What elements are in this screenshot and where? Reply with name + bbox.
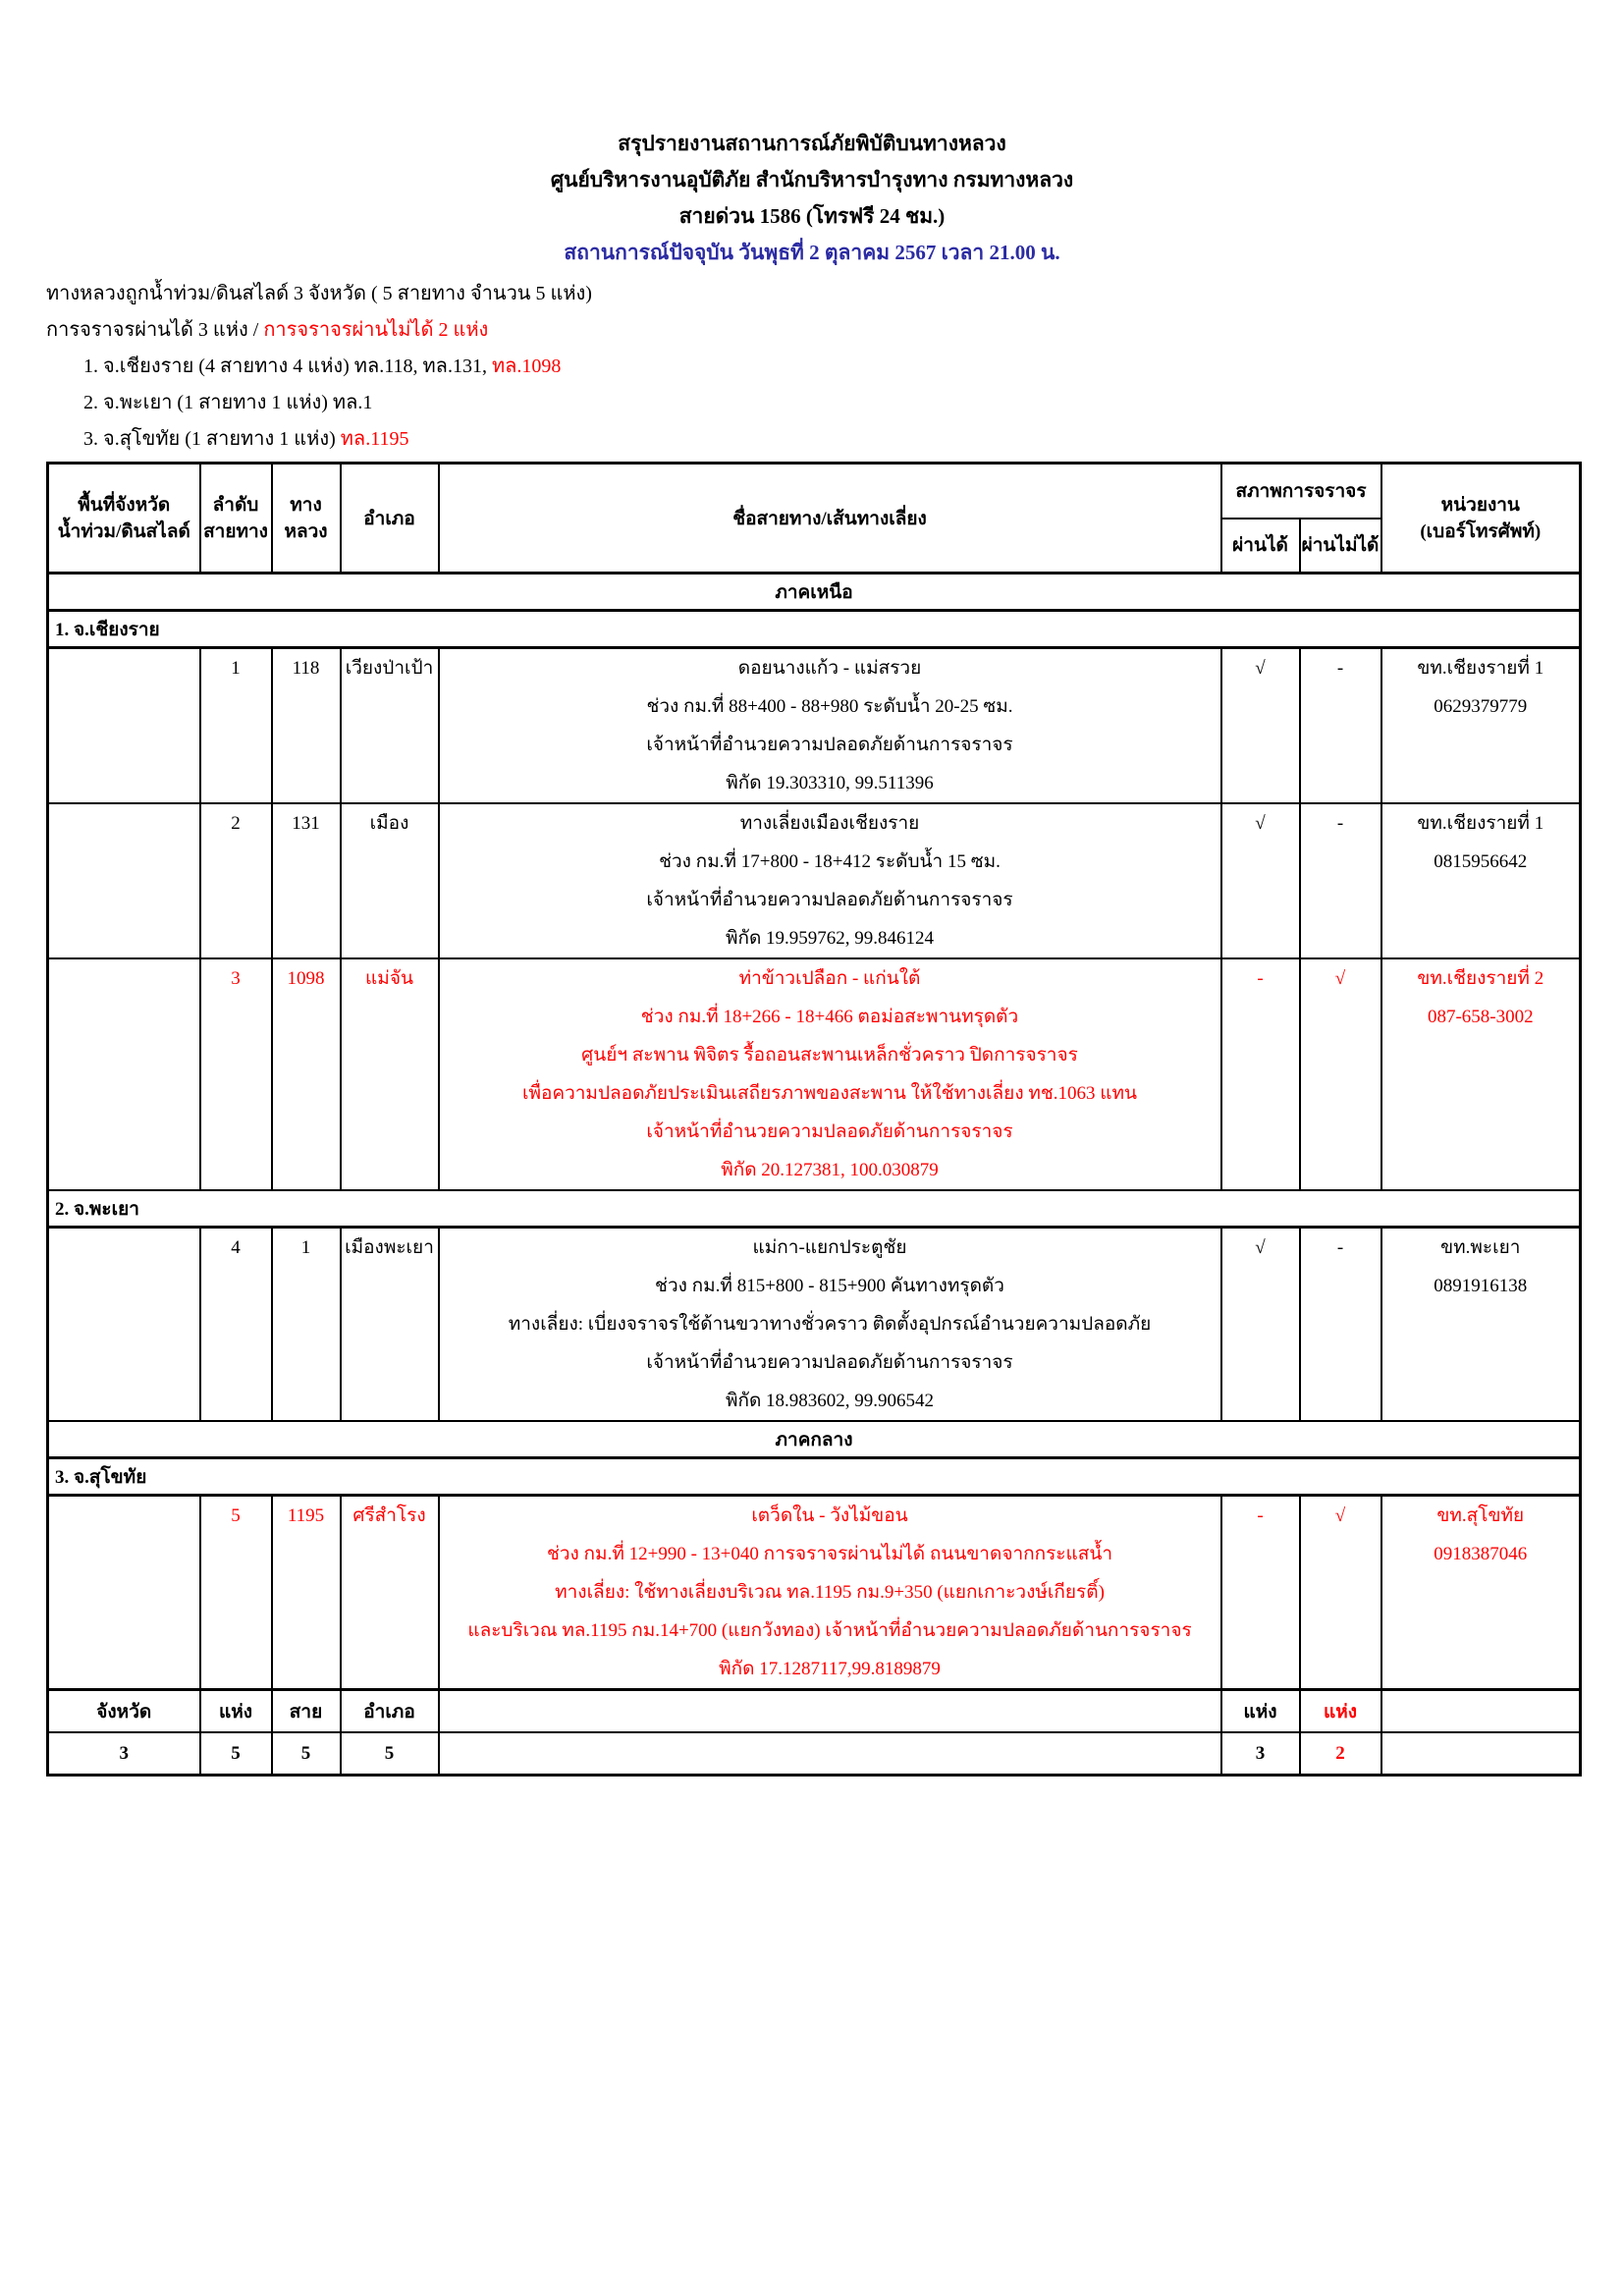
summary-label-pass: แห่ง [1221, 1690, 1300, 1733]
province-label-sukhothai: 3. จ.สุโขทัย [48, 1458, 1581, 1496]
agency-name: ขท.เชียงรายที่ 1 [1417, 813, 1544, 834]
summary-label-province: จังหวัด [48, 1690, 200, 1733]
summary-label-places: แห่ง [200, 1690, 272, 1733]
desc-line: เจ้าหน้าที่อำนวยความปลอดภัยด้านการจราจร [646, 1352, 1013, 1373]
header-seq [200, 464, 272, 574]
report-date-line: สถานการณ์ปัจจุบัน วันพุธที่ 2 ตุลาคม 2567 เวลา 21.00 น. [564, 241, 1060, 264]
agency-name: ขท.พะเยา [1440, 1237, 1521, 1258]
report-title-block [0, 0, 1624, 271]
cell-district: เมืองพะเยา [341, 1228, 439, 1422]
cell-agency [1381, 1496, 1581, 1690]
province-row-chiangrai [48, 611, 1581, 648]
desc-line: เจ้าหน้าที่อำนวยความปลอดภัยด้านการจราจร [646, 890, 1013, 910]
cell-agency [1381, 958, 1581, 1190]
cell-passable-mark: √ [1221, 803, 1300, 958]
cell-not-passable-mark: √ [1300, 958, 1381, 1190]
table-header-row-1 [48, 464, 1581, 519]
desc-line: ศูนย์ฯ สะพาน พิจิตร รื้อถอนสะพานเหล็กชั่วคราว ปิดการจราจร [581, 1045, 1078, 1066]
intro-item-1-red: ทล.1098 [491, 355, 562, 377]
cell-district: เมือง [341, 803, 439, 958]
header-route-line2: หลวง [284, 520, 328, 542]
cell-seq: 5 [200, 1496, 272, 1690]
cell-passable-mark: - [1221, 1496, 1300, 1690]
desc-line: ท่าข้าวเปลือก - แก่นใต้ [738, 968, 921, 989]
province-label-phayao: 2. จ.พะเยา [48, 1190, 1581, 1228]
cell-not-passable-mark: - [1300, 648, 1381, 804]
highway-incident-table [46, 462, 1582, 1777]
desc-line: เจ้าหน้าที่อำนวยความปลอดภัยด้านการจราจร [646, 735, 1013, 755]
desc-line: พิกัด 17.1287117,99.8189879 [719, 1659, 941, 1679]
header-agency [1381, 464, 1581, 574]
cell-agency [1381, 648, 1581, 804]
intro-item-2-text: 2. จ.พะเยา (1 สายทาง 1 แห่ง) ทล.1 [83, 392, 373, 413]
summary-value-pass: 3 [1221, 1732, 1300, 1776]
province-row-phayao [48, 1190, 1581, 1228]
cell-not-passable-mark: √ [1300, 1496, 1381, 1690]
cell-description [439, 648, 1221, 804]
desc-line: ทางเลี่ยง: ใช้ทางเลี่ยงบริเวณ ทล.1195 กม.9+350 (แยกเกาะวงษ์เกียรติ์) [555, 1582, 1105, 1603]
header-seq-line2: สายทาง [203, 520, 268, 542]
cell-description [439, 803, 1221, 958]
cell-seq: 2 [200, 803, 272, 958]
desc-line: พิกัด 18.983602, 99.906542 [725, 1391, 935, 1411]
desc-line: ดอยนางแก้ว - แม่สรวย [737, 658, 922, 679]
intro-item-1-text: 1. จ.เชียงราย (4 สายทาง 4 แห่ง) ทล.118, ทล.131, [83, 355, 492, 377]
report-title-line2: ศูนย์บริหารงานอุบัติภัย สำนักบริหารบำรุงทาง กรมทางหลวง [550, 168, 1074, 191]
cell-description [439, 1496, 1221, 1690]
header-route-name: ชื่อสายทาง/เส้นทางเลี่ยง [439, 464, 1221, 574]
cell-passable-mark: - [1221, 958, 1300, 1190]
intro-item-2 [83, 385, 1624, 421]
desc-line: เตว็ดใน - วังไม้ขอน [751, 1505, 908, 1526]
desc-line: พิกัด 19.303310, 99.511396 [726, 773, 934, 793]
report-title-line1: สรุปรายงานสถานการณ์ภัยพิบัติบนทางหลวง [618, 132, 1006, 155]
header-not-passable: ผ่านไม่ได้ [1300, 519, 1381, 574]
cell-not-passable-mark: - [1300, 803, 1381, 958]
cell-seq: 3 [200, 958, 272, 1190]
cell-route-no: 1195 [272, 1496, 341, 1690]
summary-value-lines: 5 [272, 1732, 341, 1776]
cell-agency [1381, 803, 1581, 958]
table-row-closed [48, 1496, 1581, 1690]
cell-passable-mark: √ [1221, 1228, 1300, 1422]
cell-not-passable-mark: - [1300, 1228, 1381, 1422]
agency-name: ขท.เชียงรายที่ 1 [1417, 658, 1544, 679]
desc-line: ช่วง กม.ที่ 18+266 - 18+466 ตอม่อสะพานทรุดตัว [640, 1007, 1019, 1027]
summary-label-nopass: แห่ง [1300, 1690, 1381, 1733]
header-agency-line1: หน่วยงาน [1440, 494, 1520, 516]
region-row-north [48, 574, 1581, 611]
desc-line: ช่วง กม.ที่ 88+400 - 88+980 ระดับน้ำ 20-25 ซม. [646, 696, 1013, 717]
summary-value-row [48, 1732, 1581, 1776]
desc-line: เจ้าหน้าที่อำนวยความปลอดภัยด้านการจราจร [646, 1121, 1013, 1142]
summary-value-district: 5 [341, 1732, 439, 1776]
header-area [48, 464, 200, 574]
intro-item-1 [83, 349, 1624, 385]
summary-label-row [48, 1690, 1581, 1733]
desc-line: พิกัด 20.127381, 100.030879 [721, 1160, 939, 1180]
header-traffic: สภาพการจราจร [1221, 464, 1381, 519]
header-area-line1: พื้นที่จังหวัด [78, 494, 171, 516]
agency-phone: 0815956642 [1434, 851, 1528, 872]
cell-area-blank [48, 648, 200, 804]
cell-seq: 4 [200, 1228, 272, 1422]
desc-line: เพื่อความปลอดภัยประเมินเสถียรภาพของสะพาน ให้ใช้ทางเลี่ยง ทช.1063 แทน [521, 1083, 1138, 1104]
region-label-north: ภาคเหนือ [48, 574, 1581, 611]
intro-traffic-nopass: การจราจรผ่านไม่ได้ 2 แห่ง [263, 319, 489, 341]
cell-district: ศรีสำโรง [341, 1496, 439, 1690]
summary-value-blank-end [1381, 1732, 1581, 1776]
desc-line: แม่กา-แยกประตูชัย [752, 1237, 907, 1258]
agency-phone: 0918387046 [1434, 1544, 1528, 1564]
header-route-line1: ทาง [290, 494, 322, 516]
header-district: อำเภอ [341, 464, 439, 574]
summary-label-district: อำเภอ [341, 1690, 439, 1733]
intro-item-3 [83, 421, 1624, 458]
cell-area-blank [48, 803, 200, 958]
summary-label-blank-end [1381, 1690, 1581, 1733]
cell-area-blank [48, 1496, 200, 1690]
cell-area-blank [48, 958, 200, 1190]
cell-district: เวียงป่าเป้า [341, 648, 439, 804]
intro-traffic-line [46, 312, 1624, 349]
province-row-sukhothai [48, 1458, 1581, 1496]
summary-value-blank [439, 1732, 1221, 1776]
cell-route-no: 1098 [272, 958, 341, 1190]
intro-summary-line: ทางหลวงถูกน้ำท่วม/ดินสไลด์ 3 จังหวัด ( 5 สายทาง จำนวน 5 แห่ง) [46, 283, 592, 304]
cell-route-no: 1 [272, 1228, 341, 1422]
intro-traffic-pass: การจราจรผ่านได้ 3 แห่ง / [46, 319, 264, 341]
agency-phone: 0891916138 [1434, 1276, 1528, 1296]
intro-item-3-text: 3. จ.สุโขทัย (1 สายทาง 1 แห่ง) [83, 428, 341, 450]
summary-value-nopass: 2 [1300, 1732, 1381, 1776]
cell-district: แม่จัน [341, 958, 439, 1190]
cell-agency [1381, 1228, 1581, 1422]
region-label-central: ภาคกลาง [48, 1421, 1581, 1458]
table-row [48, 803, 1581, 958]
intro-block [46, 276, 1624, 458]
header-route [272, 464, 341, 574]
header-passable: ผ่านได้ [1221, 519, 1300, 574]
summary-label-blank [439, 1690, 1221, 1733]
cell-passable-mark: √ [1221, 648, 1300, 804]
cell-description [439, 958, 1221, 1190]
desc-line: และบริเวณ ทล.1195 กม.14+700 (แยกวังทอง) เจ้าหน้าที่อำนวยความปลอดภัยด้านการจราจร [467, 1620, 1192, 1641]
province-label-chiangrai: 1. จ.เชียงราย [48, 611, 1581, 648]
agency-phone: 0629379779 [1434, 696, 1528, 717]
table-row [48, 1228, 1581, 1422]
region-row-central [48, 1421, 1581, 1458]
header-seq-line1: ลำดับ [212, 494, 259, 516]
agency-name: ขท.เชียงรายที่ 2 [1417, 968, 1544, 989]
cell-route-no: 118 [272, 648, 341, 804]
intro-item-3-red: ทล.1195 [340, 428, 409, 450]
cell-description [439, 1228, 1221, 1422]
summary-value-places: 5 [200, 1732, 272, 1776]
table-row [48, 648, 1581, 804]
table-row-closed [48, 958, 1581, 1190]
hotline-line: สายด่วน 1586 (โทรฟรี 24 ชม.) [678, 204, 946, 228]
desc-line: พิกัด 19.959762, 99.846124 [725, 928, 935, 949]
desc-line: ช่วง กม.ที่ 815+800 - 815+900 คันทางทรุดตัว [655, 1276, 1004, 1296]
summary-value-province: 3 [48, 1732, 200, 1776]
cell-route-no: 131 [272, 803, 341, 958]
agency-name: ขท.สุโขทัย [1436, 1505, 1525, 1526]
summary-label-lines: สาย [272, 1690, 341, 1733]
header-agency-line2: (เบอร์โทรศัพท์) [1420, 520, 1542, 542]
desc-line: ช่วง กม.ที่ 12+990 - 13+040 การจราจรผ่านไม่ได้ ถนนขาดจากกระแสน้ำ [546, 1544, 1113, 1564]
header-area-line2: น้ำท่วม/ดินสไลด์ [57, 520, 190, 542]
desc-line: ช่วง กม.ที่ 17+800 - 18+412 ระดับน้ำ 15 ซม. [659, 851, 1001, 872]
desc-line: ทางเลี่ยง: เบี่ยงจราจรใช้ด้านขวาทางชั่วคราว ติดตั้งอุปกรณ์อำนวยความปลอดภัย [508, 1314, 1152, 1335]
cell-area-blank [48, 1228, 200, 1422]
agency-phone: 087-658-3002 [1427, 1007, 1534, 1027]
cell-seq: 1 [200, 648, 272, 804]
desc-line: ทางเลี่ยงเมืองเชียงราย [739, 813, 920, 834]
